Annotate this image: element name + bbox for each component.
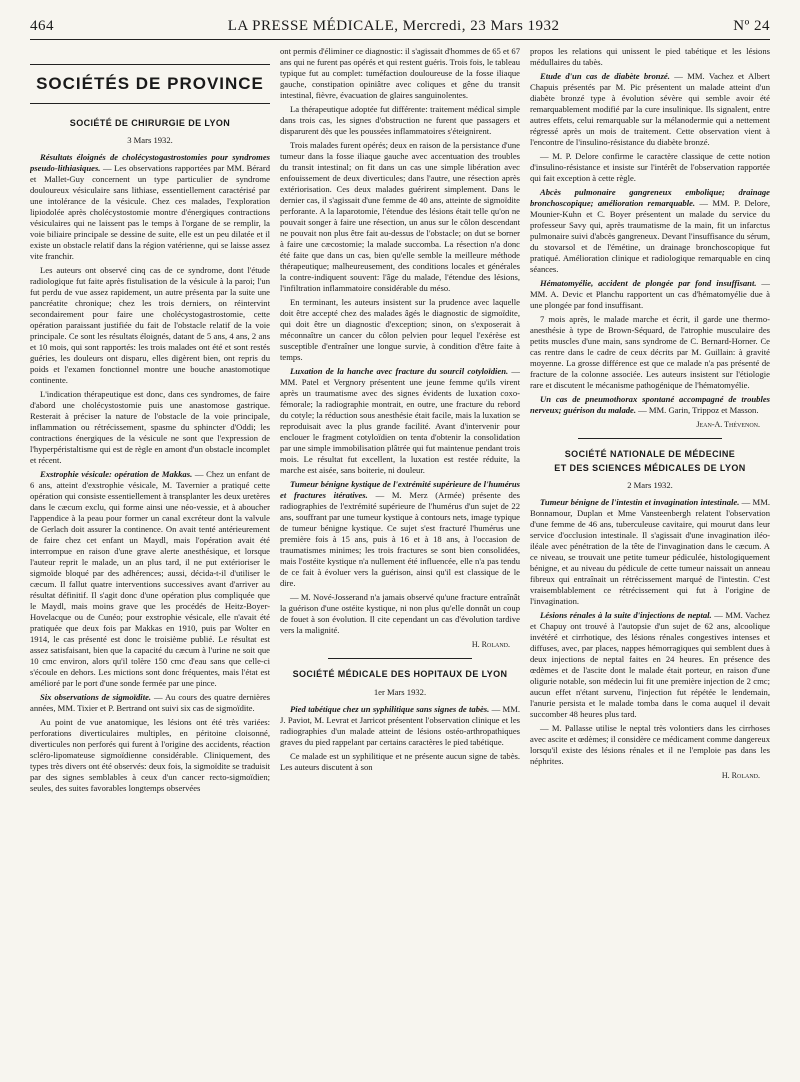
header-rule bbox=[30, 39, 770, 40]
article-text: — MM. Bonnamour, Duplan et Mme Vansteenbergh relatent l'observation d'une femme de 46 ans, tuberculeuse cavitaire, qui mourut dans leur service d'occlusion intestinale. Il s'agissait d'une invagination iléo-iléale avec pénétration de la tête de l'invagination dans le cæcum. A ce niveau, se trouvait une petite tumeur pédiculée, histologiquement bénigne, et au niveau du pédicule de cette tumeur naissait un anneau fibreux qui entraînait un rétrécissement marqué de l'intestin. C'est vraisemblablement ce rétrécissement qui fut à l'origine de l'invagination. bbox=[530, 497, 770, 607]
issue-number: Nº 24 bbox=[733, 18, 770, 34]
article bbox=[30, 692, 270, 714]
article-title: Tumeur bénigne kystique de l'extrémité supérieure de l'humérus et fractures itératives. bbox=[280, 479, 520, 500]
columns bbox=[30, 46, 770, 1076]
article-text: — MM. Patel et Vergnory présentent une jeune femme qu'ils virent après un traumatisme avec des signes évidents de luxation coxo-fémorale; la radiographie montrait, en outre, une fracture du rebord du cotyle; la réduction sous anesthésie était facile, mais la luxation se reproduisait avec la plus grande facilité. Avant d'intervenir pour enclouer le fragment cotyloïdien on tenta d'obtenir la consolidation par une simple immobilisation plâtrée qui fut maintenue pendant trois mois. Le résultat fut excellent, la luxation est restée réduite, la marche est aisée, sans boiterie, ni douleur. bbox=[280, 366, 520, 475]
article bbox=[530, 187, 770, 275]
article-text: — MM. Vachez et Albert Chapuis présentés par M. Pic présentent un malade atteint d'un diabète bronzé type à évolution sévère qui semble avoir été remarquablement modifié par la cure insulinique. Ils signalent, entre autres effets, celui remarquable sur la mélanodermie qui a nettement régressé après un mois de traitement. Cette observation vient à l'encontre de l'insulino-résistance du diabète bronzé. bbox=[530, 71, 770, 147]
article bbox=[280, 366, 520, 476]
article-title: Hématomyélie, accident de plongée par fond insuffisant. bbox=[540, 278, 757, 288]
paragraph: ont permis d'éliminer ce diagnostic: il s'agissait d'hommes de 65 et 67 ans qui ne furent pas opérés et qui restent guéris. Trois fois, le tableau typique fut au complet: tuméfaction douloureuse de la fosse iliaque gauche, constipation opiniâtre avec coliques et gêne du transit intestinal, fièvre, évacuation de glaires sanguinolentes. bbox=[280, 46, 520, 100]
society-title: SOCIÉTÉ DE CHIRURGIE DE LYON bbox=[69, 117, 231, 128]
paragraph: Trois malades furent opérés; deux en raison de la persistance d'une tumeur dans la fosse iliaque gauche avec accentuation des troubles du transit intestinal; on fit dans un cas une simple libération avec enfouissement de deux diverticules; dans l'autre, une résection après extériorisation. Ces deux malades guérirent simplement. Dans le dernier cas, il s'agissait d'une femme de 40 ans, atteinte de sigmoïdite perforante. A la laparotomie, l'étendue des lésions était telle qu'on ne pouvait songer à faire une résection, un anus sur le côlon descendant ne pouvait non plus être fait au-dessus de l'obstacle; on dut se borner à faire une cæcostomie; la malade succomba. La résection n'a donc été faite que dans un cas, bien qu'elle semble la meilleure méthode thérapeutique; malheureusement, des conditions locales et générales la contre-indiquent souvent: l'âge du malade, l'étendue des lésions, l'infiltration inflammatoire considérable du méso. bbox=[280, 140, 520, 293]
paragraph: 7 mois après, le malade marche et écrit, il garde une thermo-anesthésie à type de Brown-Séquard, de l'atrophie musculaire des petits muscles d'une main, sans syndrome de C. Bernard-Horner. Ce cas rentre dans le cadre de ceux décrits par M. Guillain: à gravité moyenne. La grosse différence est que ce malade n'a pas présenté de fracture de la colonne associée. Les auteurs insistent sur l'étiologie rare et discutent le mécanisme pathogénique de l'hématomyélie. bbox=[530, 314, 770, 390]
column-1 bbox=[30, 46, 270, 1076]
article-title: Lésions rénales à la suite d'injections de neptal. bbox=[540, 610, 712, 621]
paragraph: L'indication thérapeutique est donc, dans ces syndromes, de faire d'abord une cholécystostomie puis une anastomose gastrique. Resterait à préciser la nature de l'obstacle de la voie principale, inflammation ou rétrécissement, spasme du sphincter d'Oddi; les contractions énergiques de la vésicule ne sont que l'expression de l'hyperpéristaltisme qui est de règle en amont d'un obstacle incomplet et récent. bbox=[30, 389, 270, 466]
signature: H. Roland. bbox=[721, 771, 760, 781]
society-title: SOCIÉTÉ NATIONALE DE MÉDECINE bbox=[564, 449, 736, 460]
paragraph: Ce malade est un syphilitique et ne présente aucun signe de tabès. Les auteurs discutent à son bbox=[280, 750, 520, 772]
session-date: 3 Mars 1932. bbox=[127, 135, 173, 146]
article-title: Abcès pulmonaire gangreneux embolique; drainage bronchoscopique; amélioration remarquable. bbox=[530, 187, 770, 208]
society-title: SOCIÉTÉ MÉDICALE DES HOPITAUX DE LYON bbox=[292, 669, 508, 680]
article bbox=[530, 278, 770, 311]
paragraph: La thérapeutique adoptée fut différente: traitement médical simple dans trois cas, les signes d'obstruction ne furent que passagers et disparurent dès que les poussées inflammatoires s'éteignirent. bbox=[280, 104, 520, 136]
paragraph: — M. Nové-Josserand n'a jamais observé qu'une fracture entraînât la guérison d'une ostéite kystique, ni non plus qu'elle donnât un coup de fouet à son évolution. Il cite cependant un cas d'évolution tardive vers la malignité. bbox=[280, 592, 520, 635]
article-title: Pied tabétique chez un syphilitique sans signes de tabès. bbox=[290, 703, 490, 714]
signature: Jean-A. Thévenon. bbox=[696, 420, 760, 429]
article bbox=[30, 469, 270, 689]
society-subtitle: ET DES SCIENCES MÉDICALES DE LYON bbox=[554, 462, 746, 473]
article bbox=[530, 610, 770, 720]
paragraph: Les auteurs ont observé cinq cas de ce syndrome, dont l'étude radiologique fut faite après fistulisation de la vésicule à la paroi; l'un fut perdu de vue assez rapidement, un autre présenta par la suite une pancréatite chronique; chez les trois derniers, on réintervint secondairement pour faire une cholécystogastrostomie, cette opération paraissant justifiée du fait de l'obstacle relatif de la voie principale. Ce sont les résultats éloignés, datant de 5 ans, 4 ans, 2 ans et 10 mois, qui sont rapportés: les trois malades ont été et sont restés guéries, les douleurs ont disparu, elles digèrent bien, ont repris du poids et l'examen fonctionnel montre une bouche anastomotique continente. bbox=[30, 265, 270, 386]
article-text: — MM. Vachez et Chapuy ont trouvé à l'autopsie d'un sujet de 62 ans, alcoolique invétéré et cirrhotique, des lésions rénales congestives intenses et diffuses, avec, par places, nappes hémorragiques qui semblent dues à deux injections de neptal faites en 24 heures. En présence des œdèmes et de l'ascite dont le malade était porteur, en raison d'une oligurie notable, son médecin lui fit une première injection de 2 cmc; aucun effet n'étant survenu, l'injection fut répétée le lendemain, l'anurie persista et le malade tomba dans le coma auquel il devait succomber 48 heures plus tard. bbox=[530, 610, 770, 720]
session-date: 2 Mars 1932. bbox=[627, 480, 673, 491]
article bbox=[280, 479, 520, 589]
article-text: — MM. J. Paviot, M. Levrat et Jarricot présentent l'observation clinique et les radiographies d'un malade atteint de lésions ostéo-arthropathiques graves du pied rappelant par certains caractères le pied tabétique. bbox=[280, 703, 520, 747]
session-date: 1er Mars 1932. bbox=[373, 686, 427, 697]
section-title: SOCIÉTÉS DE PROVINCE bbox=[30, 64, 270, 104]
paragraph: propos les relations qui unissent le pied tabétique et les lésions médullaires du tabès. bbox=[530, 46, 770, 67]
article bbox=[530, 71, 770, 148]
article bbox=[280, 704, 520, 748]
article-title: Luxation de la hanche avec fracture du sourcil cotyloïdien. bbox=[290, 366, 509, 376]
divider bbox=[578, 438, 722, 439]
article-text: — Les observations rapportées par MM. Bérard et Mallet-Guy concernent un type particulier de syndrome douloureux vésiculaire sans lithiase, essentiellement caractérisé par une intolérance de la vésicule. Chez ces malades, l'exploration lipiodolée après cholécystostomie montre d'énergiques contractions vésiculaires qui ne laissent pas le temps à l'organe de se remplir, la voie biliaire principale se dessine de suite, elle est un peu dilatée et il existe un obstacle relatif dans la région vatérienne, qui se laisse assez vite franchir. bbox=[30, 163, 270, 262]
article-title: Exstrophie vésicale: opération de Makkas. bbox=[40, 469, 193, 480]
column-3 bbox=[530, 46, 770, 1076]
paragraph: — M. Pallasse utilise le neptal très volontiers dans les cirrhoses avec ascite et œdèmes; il considère ce médicament comme dangereux lorsqu'il existe des lésions rénales et il ne l'emploie pas dans les néphrites. bbox=[530, 723, 770, 767]
article-title: Un cas de pneumothorax spontané accompagné de troubles nerveux; guérison du malade. bbox=[530, 394, 770, 415]
divider bbox=[328, 658, 472, 659]
paragraph: En terminant, les auteurs insistent sur la prudence avec laquelle doit être accepté chez des malades âgés le diagnostic de sigmoïdite, qui doit être un diagnostic d'exception; sinon, on s'exposerait à méconnaître un cancer du côlon pelvien pour lequel l'exérèse est susceptible d'entraîner une longue survie, à condition d'être faite à temps. bbox=[280, 297, 520, 362]
signature: H. Roland. bbox=[471, 640, 510, 649]
article-text: — MM. P. Delore, Mounier-Kuhn et C. Boyer présentent un malade du service du professeur Savy qui, après traumatisme de la main, fit un infarctus pulmonaire suivi d'abcès gangreneux. Devant l'insuffisance du sérum, du stovarsol et de l'émétine, un drainage bronchoscopique fut pratiqué. Amélioration clinique et radiologique remarquable en cinq séances. bbox=[530, 198, 770, 274]
article-title: Six observations de sigmoïdite. bbox=[40, 692, 152, 703]
article-text: — M. Merz (Armée) présente des radiographies de l'extrémité supérieure de l'humérus d'un sujet de 22 ans, souffrant par une tumeur kystique à contours nets, image typique de tumeur bénigne kystique. Ce sujet s'est fracturé l'humérus une première fois à 15 ans, puis à 16 et à 18 ans, à l'occasion de traumatismes minimes; les trois fractures se sont bien consolidées, mais l'ostéite kystique n'a nullement été influencée, elle n'a pas tendu de ce fait à évoluer vers la guérison, ainsi qu'il est classique de le dire. bbox=[280, 490, 520, 588]
article-title: Tumeur bénigne de l'intestin et invagination intestinale. bbox=[540, 497, 740, 508]
article-text: — MM. Garin, Trippoz et Masson. bbox=[638, 405, 759, 415]
article-text: — Au cours des quatre dernières années, MM. Tixier et P. Bertrand ont suivi six cas de sigmoïdite. bbox=[30, 692, 270, 714]
page-number: 464 bbox=[30, 18, 54, 34]
article-title: Etude d'un cas de diabète bronzé. bbox=[540, 71, 670, 81]
page-header bbox=[30, 18, 770, 35]
article bbox=[30, 152, 270, 262]
article-title: Résultats éloignés de cholécystogastrostomies pour syndromes pseudo-lithiasiques. bbox=[30, 152, 270, 174]
article-text: — MM. A. Devic et Planchu rapportent un cas d'hématomyélie due à une plongée par fond insuffisant. bbox=[530, 278, 770, 310]
article-text: — Chez un enfant de 6 ans, atteint d'exstrophie vésicale, M. Tavernier a pratiqué cette opération qui consiste essentiellement à transplanter les deux uretères dans le cæcum exclu, qui forme ainsi une néo-vessie, et à aboucher l'appendice à la peau pour former un canal excréteur dont la valvule de Gerlach doit assurer la continence. On avait tenté antérieurement de faire chez cet enfant un Maydl, mais l'opération avait été interrompue en raison d'une grave alerte anesthésique, et lorsque l'auteur reprit le malade, un an plus tard, il ne put extérioriser le sigmoïde bloqué par des adhérences; aussi, décida-t-il d'utiliser le cæcum. Il fallut quatre interventions successives avant d'arriver au résultat définitif. Il s'agit donc d'une opération plus compliquée que le Maydl, mais moins grave que les procédés de Heitz-Boyer-Hovelacque ou de Cunéo; pour exstrophie vésicale, elle n'avait été pratiquée que deux fois par Makkas en 1910, puis par Wolter en 1914, le cas présenté est donc le troisième publié. Le résultat est assez satisfaisant, bien que la capacité du cæcum à l'urine ne soit que 10 cmc environ, alors qu'il tolère 150 cmc d'eau sans que celle-ci s'écoule en dehors. Les mictions sont donc fréquentes, mais l'état est amélioré par le port d'une sonde fermée par une pince. bbox=[30, 469, 270, 689]
paragraph: Au point de vue anatomique, les lésions ont été très variées: perforations diverticulaires multiples, en péritoine cloisonné, diverticules non perforés qui furent à l'origine des accidents, réaction scléro-lipomateuse sigmoïdienne considérable. Cliniquement, des types très divers ont été observés: deux fois, la sigmoïdite se traduisit par des signes semblables à ceux d'un cancer recto-sigmoïdien; seules, des suites favorables longtemps observées bbox=[30, 717, 270, 794]
article bbox=[530, 497, 770, 607]
journal-title: LA PRESSE MÉDICALE, Mercredi, 23 Mars 1932 bbox=[227, 18, 560, 34]
paragraph: — M. P. Delore confirme le caractère classique de cette notion d'insulino-résistance et insiste sur l'intérêt de l'observation rapportée qui fait exception à cette règle. bbox=[530, 151, 770, 183]
article bbox=[530, 394, 770, 416]
column-2 bbox=[280, 46, 520, 1076]
